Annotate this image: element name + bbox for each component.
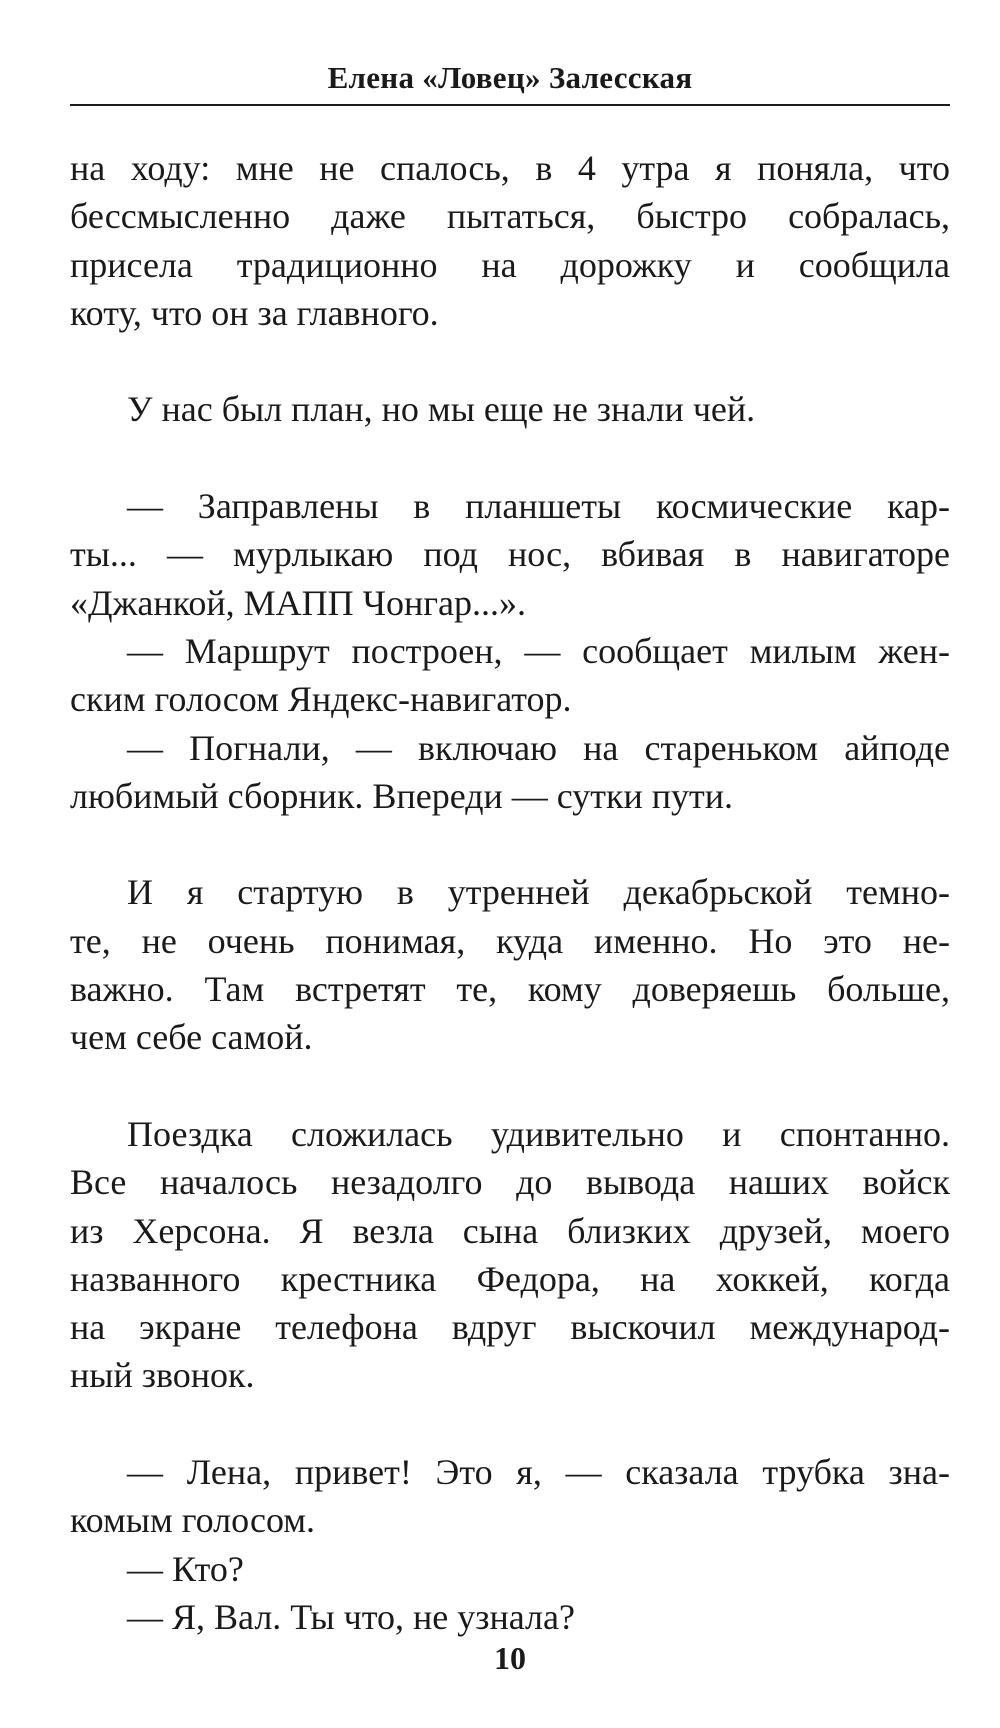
book-page	[70, 0, 950, 1728]
text-line: на экране телефона вдруг выскочил международ-	[70, 1307, 950, 1348]
text-line: ским голосом Яндекс-навигатор.	[70, 679, 572, 720]
text-line: У нас был план, но мы еще не знали чей.	[127, 389, 756, 430]
paragraph-spacer	[70, 1062, 950, 1110]
text-line: бессмысленно даже пытаться, быстро собралась,	[70, 196, 950, 237]
text-line: те, не очень понимая, куда именно. Но это не-	[70, 920, 950, 961]
text-line: названного крестника Федора, на хоккей, когда	[70, 1258, 950, 1299]
text-line: Поездка сложилась удивительно и спонтанно.	[127, 1113, 950, 1154]
text-line: важно. Там встретят те, кому доверяешь больше,	[70, 969, 950, 1010]
paragraph-3	[70, 482, 950, 627]
paragraph-9	[70, 1545, 950, 1593]
text-line: — Я, Вал. Ты что, не узнала?	[127, 1596, 575, 1637]
text-line: — Кто?	[127, 1548, 244, 1589]
text-line: «Джанкой, МАПП Чонгар...».	[70, 582, 527, 623]
paragraph-spacer	[70, 820, 950, 868]
text-line: И я стартую в утренней декабрьской темно-	[127, 872, 950, 913]
text-line: коту, что он за главного.	[70, 292, 439, 333]
paragraph-4	[70, 627, 950, 724]
text-line: — Погнали, — включаю на стареньком айподе	[127, 727, 950, 768]
paragraph-10	[70, 1593, 950, 1641]
paragraph-5	[70, 724, 950, 821]
header-rule	[70, 104, 950, 106]
text-line: из Херсона. Я везла сына близких друзей, моего	[70, 1210, 950, 1251]
paragraph-1	[70, 144, 950, 337]
text-line: — Лена, привет! Это я, — сказала трубка зна-	[127, 1452, 950, 1493]
text-line: на ходу: мне не спалось, в 4 утра я поняла, что	[70, 148, 950, 188]
paragraph-6	[70, 868, 950, 1061]
page-number: 10	[494, 1640, 526, 1676]
paragraph-7	[70, 1110, 950, 1400]
body-text	[70, 144, 950, 1641]
text-line: чем себе самой.	[70, 1017, 313, 1058]
text-line: любимый сборник. Впереди — сутки пути.	[70, 775, 734, 816]
text-line: — Заправлены в планшеты космические кар-	[127, 486, 950, 527]
text-line: комым голосом.	[70, 1500, 316, 1541]
paragraph-spacer	[70, 1400, 950, 1448]
paragraph-spacer	[70, 337, 950, 385]
text-line: Все началось незадолго до вывода наших войск	[70, 1162, 950, 1203]
running-head: Елена «Ловец» Залесская	[327, 60, 693, 95]
paragraph-2	[70, 385, 950, 433]
text-line: ты... — мурлыкаю под нос, вбивая в навигаторе	[70, 534, 950, 575]
text-line: ный звонок.	[70, 1355, 255, 1396]
paragraph-8	[70, 1448, 950, 1545]
text-line: — Маршрут построен, — сообщает милым жен-	[127, 630, 950, 671]
paragraph-spacer	[70, 434, 950, 482]
text-line: присела традиционно на дорожку и сообщила	[70, 244, 950, 285]
